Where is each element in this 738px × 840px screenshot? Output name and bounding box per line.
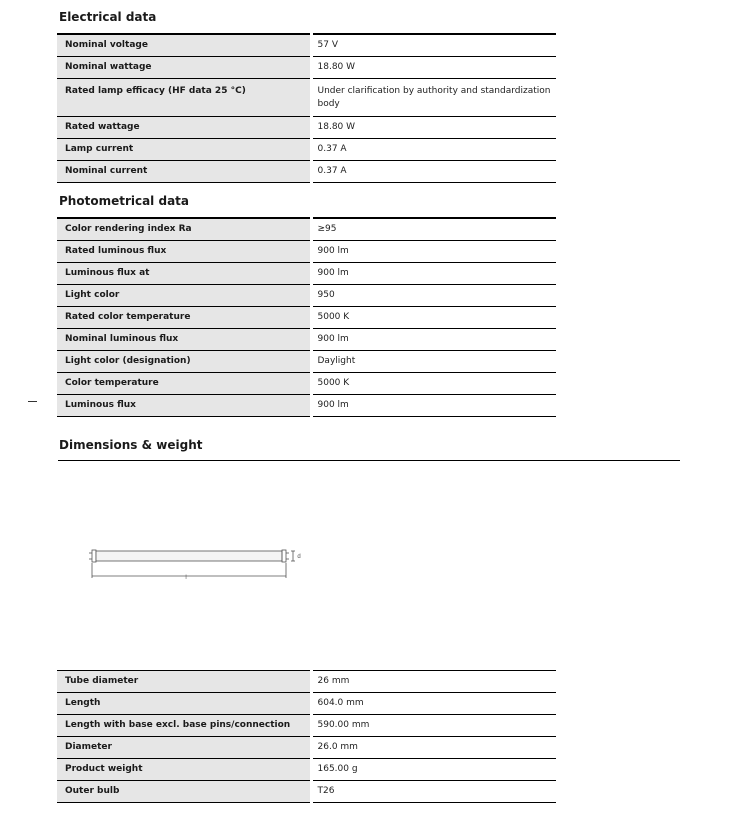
- margin-dash: [28, 401, 37, 402]
- spec-label: Tube diameter: [57, 671, 311, 693]
- spec-value: 0.37 A: [311, 161, 556, 183]
- table-row: [57, 781, 556, 803]
- table-row: [57, 395, 556, 417]
- spec-value: 5000 K: [311, 307, 556, 329]
- spec-label: Lamp current: [57, 139, 311, 161]
- spec-label: Outer bulb: [57, 781, 311, 803]
- spec-label: Length: [57, 693, 311, 715]
- spec-value: 18.80 W: [311, 57, 556, 79]
- spec-value: 18.80 W: [311, 117, 556, 139]
- table-row: [57, 34, 556, 57]
- table-row: [57, 759, 556, 781]
- table-row: [57, 117, 556, 139]
- spec-label: Luminous flux: [57, 395, 311, 417]
- spec-label: Rated color temperature: [57, 307, 311, 329]
- spec-value: 604.0 mm: [311, 693, 556, 715]
- table-row: [57, 161, 556, 183]
- length-symbol: l: [185, 575, 187, 581]
- spec-label: Rated wattage: [57, 117, 311, 139]
- spec-value: 900 lm: [311, 395, 556, 417]
- spec-label: Luminous flux at: [57, 263, 311, 285]
- electrical-data-table: [57, 33, 556, 183]
- tube-dimension-drawing: [86, 546, 302, 582]
- spec-value: 900 lm: [311, 241, 556, 263]
- spec-label: Diameter: [57, 737, 311, 759]
- spec-value: 26 mm: [311, 671, 556, 693]
- spec-label: Color rendering index Ra: [57, 218, 311, 241]
- spec-value: Daylight: [311, 351, 556, 373]
- spec-label: Nominal luminous flux: [57, 329, 311, 351]
- spec-value: Under clarification by authority and standardization body: [311, 79, 556, 117]
- table-row: [57, 329, 556, 351]
- table-row: [57, 218, 556, 241]
- spec-label: Nominal wattage: [57, 57, 311, 79]
- spec-value: 590.00 mm: [311, 715, 556, 737]
- table-row: [57, 285, 556, 307]
- table-row: [57, 57, 556, 79]
- spec-label: Rated luminous flux: [57, 241, 311, 263]
- spec-value: ≥95: [311, 218, 556, 241]
- spec-value: 26.0 mm: [311, 737, 556, 759]
- table-row: [57, 351, 556, 373]
- table-row: [57, 139, 556, 161]
- table-row: [57, 737, 556, 759]
- spec-label: Length with base excl. base pins/connection: [57, 715, 311, 737]
- section-divider: [58, 460, 680, 461]
- spec-value: T26: [311, 781, 556, 803]
- spec-label: Rated lamp efficacy (HF data 25 °C): [57, 79, 311, 117]
- table-row: [57, 373, 556, 395]
- spec-value: 5000 K: [311, 373, 556, 395]
- table-row: [57, 671, 556, 693]
- diameter-symbol: d: [297, 554, 301, 560]
- spec-value: 950: [311, 285, 556, 307]
- tube-outline: [89, 550, 295, 578]
- spec-label: Nominal current: [57, 161, 311, 183]
- section-title-electrical: Electrical data: [59, 10, 157, 24]
- spec-label: Color temperature: [57, 373, 311, 395]
- spec-value: 900 lm: [311, 263, 556, 285]
- spec-label: Light color: [57, 285, 311, 307]
- section-title-photometrical: Photometrical data: [59, 194, 189, 208]
- spec-value: 57 V: [311, 34, 556, 57]
- table-row: [57, 693, 556, 715]
- spec-label: Product weight: [57, 759, 311, 781]
- dimensions-data-table: [57, 670, 556, 803]
- table-row: [57, 715, 556, 737]
- spec-label: Nominal voltage: [57, 34, 311, 57]
- spec-label: Light color (designation): [57, 351, 311, 373]
- spec-value: 0.37 A: [311, 139, 556, 161]
- table-row: [57, 307, 556, 329]
- spec-value: 165.00 g: [311, 759, 556, 781]
- table-row: [57, 241, 556, 263]
- photometrical-data-table: [57, 217, 556, 417]
- table-row: [57, 79, 556, 117]
- spec-value: 900 lm: [311, 329, 556, 351]
- section-title-dimensions: Dimensions & weight: [59, 438, 203, 452]
- table-row: [57, 263, 556, 285]
